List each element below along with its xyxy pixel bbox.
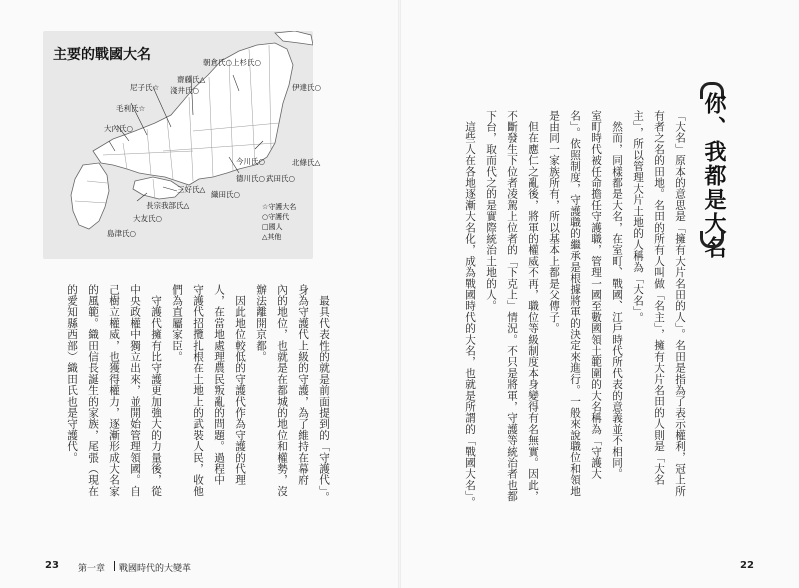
right-text-col-8: 但在應仁之亂後，將軍的權威不再，職位等級制度本身變得有名無實。因此， [527,110,539,502]
footer-chapter: 第一章 [78,564,106,574]
left-text-col-3: 內的地位，也就是在都城的地位和權勢，沒 [276,284,288,497]
map-label-chosokabe: 長宗我部氏△ [146,201,190,210]
map-label-oda: 織田氏○ [211,190,241,199]
right-text-col-5: 室町時代被任命擔任守護職，管理一國至數國領土範圍的大名稱為「守護大 [590,110,602,480]
legend-item-other: △其他 [262,233,282,241]
map-label-hojo: 北條氏△ [292,158,321,167]
map-label-tokugawa: 德川氏○ [236,174,266,183]
map-label-ouchi: 大內氏○ [104,124,134,133]
right-text-col-1: 「大名」原本的意思是「擁有大片名田的人」。名田是指為了表示權利，冠上所 [674,110,686,497]
right-text-col-9: 不斷發生下位者凌駕上位者的「下克上」情況。不只是將軍，守護等統治者也都 [506,110,518,502]
legend-item-shugodai: ○守護代 [262,213,290,221]
left-text-col-10: 中央政權中獨立出來，並開始管理領國。自 [129,284,141,497]
left-text-col-7: 守護代招攬扎根在土地上的武裝人民，收他 [192,284,204,497]
left-text-col-8: 們為直屬家臣。 [171,284,183,363]
heading-bracket-bottom [700,231,724,248]
left-text-col-2: 身為守護代上級的守護，為了維持在幕府 [297,284,309,486]
map-label-otomo: 大友氏○ [133,214,163,223]
left-text-col-11: 己樹立權威，也獲得權力，逐漸形成大名家 [108,284,120,497]
map-label-amago: 尼子氏☆ [130,83,160,92]
map-label-shimazu: 島津氏○ [107,229,137,238]
right-text-col-3: 主」，所以管理大片土地的人稱為「大名」。 [632,110,644,324]
left-text-col-6: 人，在當地處理農民叛亂的問題。過程中 [213,284,225,486]
legend-item-shugo-daimyo: ☆守護大名 [262,203,297,211]
left-text-col-12: 的風範。織田信長誕生的家族，尾張（現在 [87,284,99,497]
map-label-azai: 淺井氏○ [170,86,200,95]
left-text-col-13: 的愛知縣西部）織田氏也是守護代。 [66,284,78,464]
footer-chapter-title: 戰國時代的大變革 [119,564,192,574]
map-label-asakura: 朝倉氏○ [203,58,233,67]
legend-item-kokujin: □國人 [262,223,283,231]
map-label-mori: 毛利氏☆ [116,104,146,113]
page-number-right: 22 [740,560,754,571]
footer-divider [114,561,115,571]
map-label-miyoshi: 三好氏△ [177,185,206,194]
right-text-col-11: 這些人在各地逐漸大名化，成為戰國時代的大名，也就是所謂的「戰國大名」。 [464,110,476,508]
map-title: 主要的戰國大名 [53,47,151,63]
map-label-saito: 齋藤氏△ [177,75,206,84]
section-heading: 你、我都是大名 [701,92,726,260]
left-text-col-4: 辦法離開京都。 [255,284,267,363]
page-gutter [398,0,401,588]
map-label-takeda: 武田氏○ [266,174,296,183]
left-text-col-1: 最具代表性的就是前面提到的「守護代」。 [318,284,330,503]
right-text-col-6: 名」。依照制度，守護職的繼承是根據將軍的決定來進行。一般來說職位和領地 [569,110,581,497]
kyushu-shape [71,163,109,229]
page-number-left: 23 [45,560,59,571]
right-text-col-2: 有者之名的田地。名田的所有人叫做「名主」，擁有大片名田的人則是「大名 [653,110,665,486]
right-text-col-4: 然而，同樣都是大名，在室町、戰國、江戶時代所代表的意義並不相同。 [611,110,623,480]
left-text-col-9: 守護代擁有比守護更加強大的力量後，從 [150,284,162,497]
map-label-date: 伊達氏○ [292,83,322,92]
right-text-col-10: 下台，取而代之的是實際統治土地的人。 [485,110,497,312]
left-text-col-5: 因此地位較低的守護代作為守護的代理 [234,284,246,486]
hokkaido-shape [275,31,313,45]
right-text-col-7: 是由同一家族所有，所以基本上都是父傳子。 [548,110,560,334]
map-label-imagawa: 今川氏○ [236,157,266,166]
map-legend [262,202,312,242]
map-label-uesugi: 上杉氏○ [232,58,262,67]
